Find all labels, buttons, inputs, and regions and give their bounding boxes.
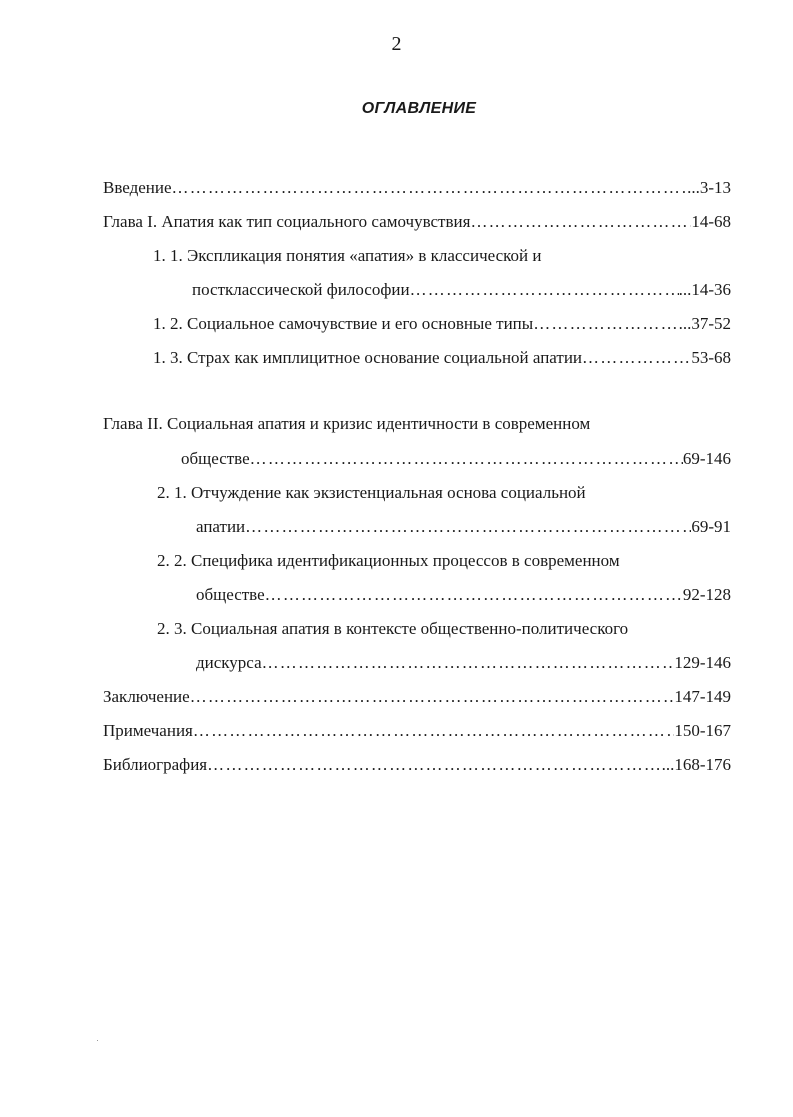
toc-pages: ...14-36 xyxy=(678,280,731,299)
toc-entry-bibliography xyxy=(0,755,731,775)
toc-leader-dots xyxy=(250,449,683,469)
toc-pages: 150-167 xyxy=(674,721,731,740)
toc-entry-conclusion xyxy=(0,687,731,707)
toc-leader-dots xyxy=(533,314,678,334)
toc-entry-ch2-line1: Глава II. Социальная апатия и кризис идентичности в современном xyxy=(103,414,591,433)
toc-pages: ...168-176 xyxy=(661,755,731,774)
toc-entry-1-1-line1: 1. 1. Экспликация понятия «апатия» в классической и xyxy=(153,246,542,265)
toc-leader-dots xyxy=(190,687,675,707)
toc-leader-dots xyxy=(207,755,661,775)
toc-entry-1-1-line2 xyxy=(0,280,731,300)
toc-label: обществе xyxy=(196,585,265,604)
toc-entry-ch2-line2 xyxy=(0,449,731,469)
toc-label: 1. 2. Социальное самочувствие и его основные типы xyxy=(153,314,534,333)
toc-label: Примечания xyxy=(103,721,193,740)
toc-pages: 69-91 xyxy=(691,517,731,536)
toc-label: Заключение xyxy=(103,687,190,706)
toc-entry-notes xyxy=(0,721,731,741)
toc-entry-2-3-line2 xyxy=(0,653,731,673)
toc-pages: ...37-52 xyxy=(678,314,731,333)
toc-leader-dots xyxy=(262,653,675,673)
toc-pages: 147-149 xyxy=(674,687,731,706)
toc-label: Введение xyxy=(103,178,172,197)
toc-leader-dots xyxy=(193,721,674,741)
toc-pages: 69-146 xyxy=(682,449,731,468)
toc-entry-intro xyxy=(0,178,731,198)
toc-leader-dots xyxy=(245,517,691,537)
toc-entry-1-3 xyxy=(0,348,731,368)
scan-speck xyxy=(97,1040,98,1041)
page-number: 2 xyxy=(391,33,402,55)
toc-entry-2-2-line2 xyxy=(0,585,731,605)
toc-label: апатии xyxy=(196,517,246,536)
toc-pages: ...3-13 xyxy=(687,178,731,197)
toc-pages: 92-128 xyxy=(682,585,731,604)
toc-label: Глава I. Апатия как тип социального самочувствия xyxy=(103,212,471,231)
toc-label: дискурса xyxy=(196,653,262,672)
toc-entry-1-2 xyxy=(0,314,731,334)
toc-leader-dots xyxy=(582,348,691,368)
toc-title: ОГЛАВЛЕНИЕ xyxy=(361,100,477,117)
toc-leader-dots xyxy=(470,212,691,232)
toc-entry-2-2-line1: 2. 2. Специфика идентификационных процессов в современном xyxy=(157,551,620,570)
toc-leader-dots xyxy=(410,280,679,300)
toc-entry-2-3-line1: 2. 3. Социальная апатия в контексте общественно-политического xyxy=(157,619,629,638)
toc-leader-dots xyxy=(265,585,683,605)
toc-pages: 53-68 xyxy=(691,348,731,367)
toc-pages: 129-146 xyxy=(674,653,731,672)
toc-label: постклассической философии xyxy=(192,280,410,299)
toc-entry-2-1-line2 xyxy=(0,517,731,537)
toc-label: обществе xyxy=(181,449,250,468)
toc-label: Библиография xyxy=(103,755,208,774)
toc-pages: 14-68 xyxy=(691,212,731,231)
toc-label: 1. 3. Страх как имплицитное основание социальной апатии xyxy=(153,348,583,367)
toc-leader-dots xyxy=(172,178,688,198)
toc-entry-2-1-line1: 2. 1. Отчуждение как экзистенциальная основа социальной xyxy=(157,483,586,502)
toc-entry-ch1 xyxy=(0,212,731,232)
